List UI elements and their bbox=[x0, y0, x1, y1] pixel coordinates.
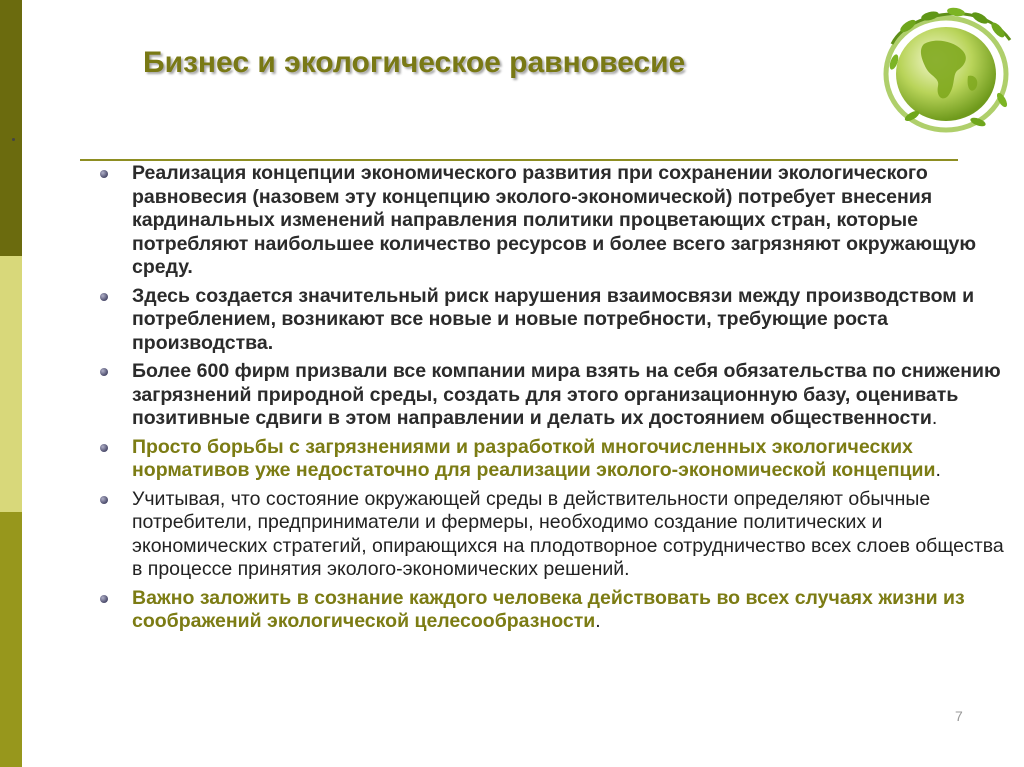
bullet-list bbox=[100, 162, 1010, 639]
bullet-item bbox=[100, 162, 1010, 280]
bullet-end: . bbox=[935, 459, 941, 481]
bullet-end: . bbox=[595, 610, 601, 632]
bullet-item bbox=[100, 285, 1010, 356]
bullet-text: Учитывая, что состояние окружающей среды в действительности определяют обычные потребители, предприниматели и фермеры, необходимо создание политических и экономических стратегий, опирающихся на плодотворное сотрудничество всех слоев общества в процессе принятия эколого-экономических решений. bbox=[132, 487, 1004, 580]
bullet-text: Здесь создается значительный риск нарушения взаимосвязи между производством и потреблением, возникают все новые и новые потребности, требующие роста производства. bbox=[132, 284, 975, 354]
bullet-icon bbox=[100, 170, 108, 178]
bullet-icon bbox=[100, 595, 108, 603]
corner-dot bbox=[12, 138, 15, 141]
page-number: 7 bbox=[955, 708, 963, 724]
title-divider bbox=[80, 159, 958, 161]
sidebar-band-bottom bbox=[0, 512, 22, 767]
bullet-text: Просто борьбы с загрязнениями и разработкой многочисленных экологических нормативов уже недостаточно для реализации эколого-экономической концепции bbox=[132, 435, 936, 481]
bullet-icon bbox=[100, 293, 108, 301]
sidebar-band-top bbox=[0, 0, 22, 256]
sidebar-band-middle bbox=[0, 256, 22, 512]
bullet-text: Важно заложить в сознание каждого человека действовать во всех случаях жизни из соображений экологической целесообразности bbox=[132, 586, 965, 632]
bullet-item bbox=[100, 587, 1010, 634]
globe-leaves-icon bbox=[872, 4, 1020, 136]
bullet-text: Реализация концепции экономического развития при сохранении экологического равновесия (назовем эту концепцию эколого-экономической) потребует внесения кардинальных изменений направления политики процветающих стран, которые потребляют наибольшее количество ресурсов и более всего загрязняют окружающую среду. bbox=[132, 162, 977, 278]
bullet-text: Более 600 фирм призвали все компании мира взять на себя обязательства по снижению загрязнений природной среды, создать для этого организационную базу, оценивать позитивные сдвиги в этом направлении и делать их достоянием общественности bbox=[132, 360, 1001, 429]
bullet-icon bbox=[100, 444, 108, 452]
slide-title: Бизнес и экологическое равновесие bbox=[143, 46, 686, 79]
bullet-item bbox=[100, 436, 1010, 483]
bullet-icon bbox=[100, 368, 108, 376]
bullet-end: . bbox=[931, 407, 938, 429]
bullet-item bbox=[100, 360, 1010, 431]
bullet-icon bbox=[100, 496, 108, 504]
bullet-item bbox=[100, 488, 1010, 582]
